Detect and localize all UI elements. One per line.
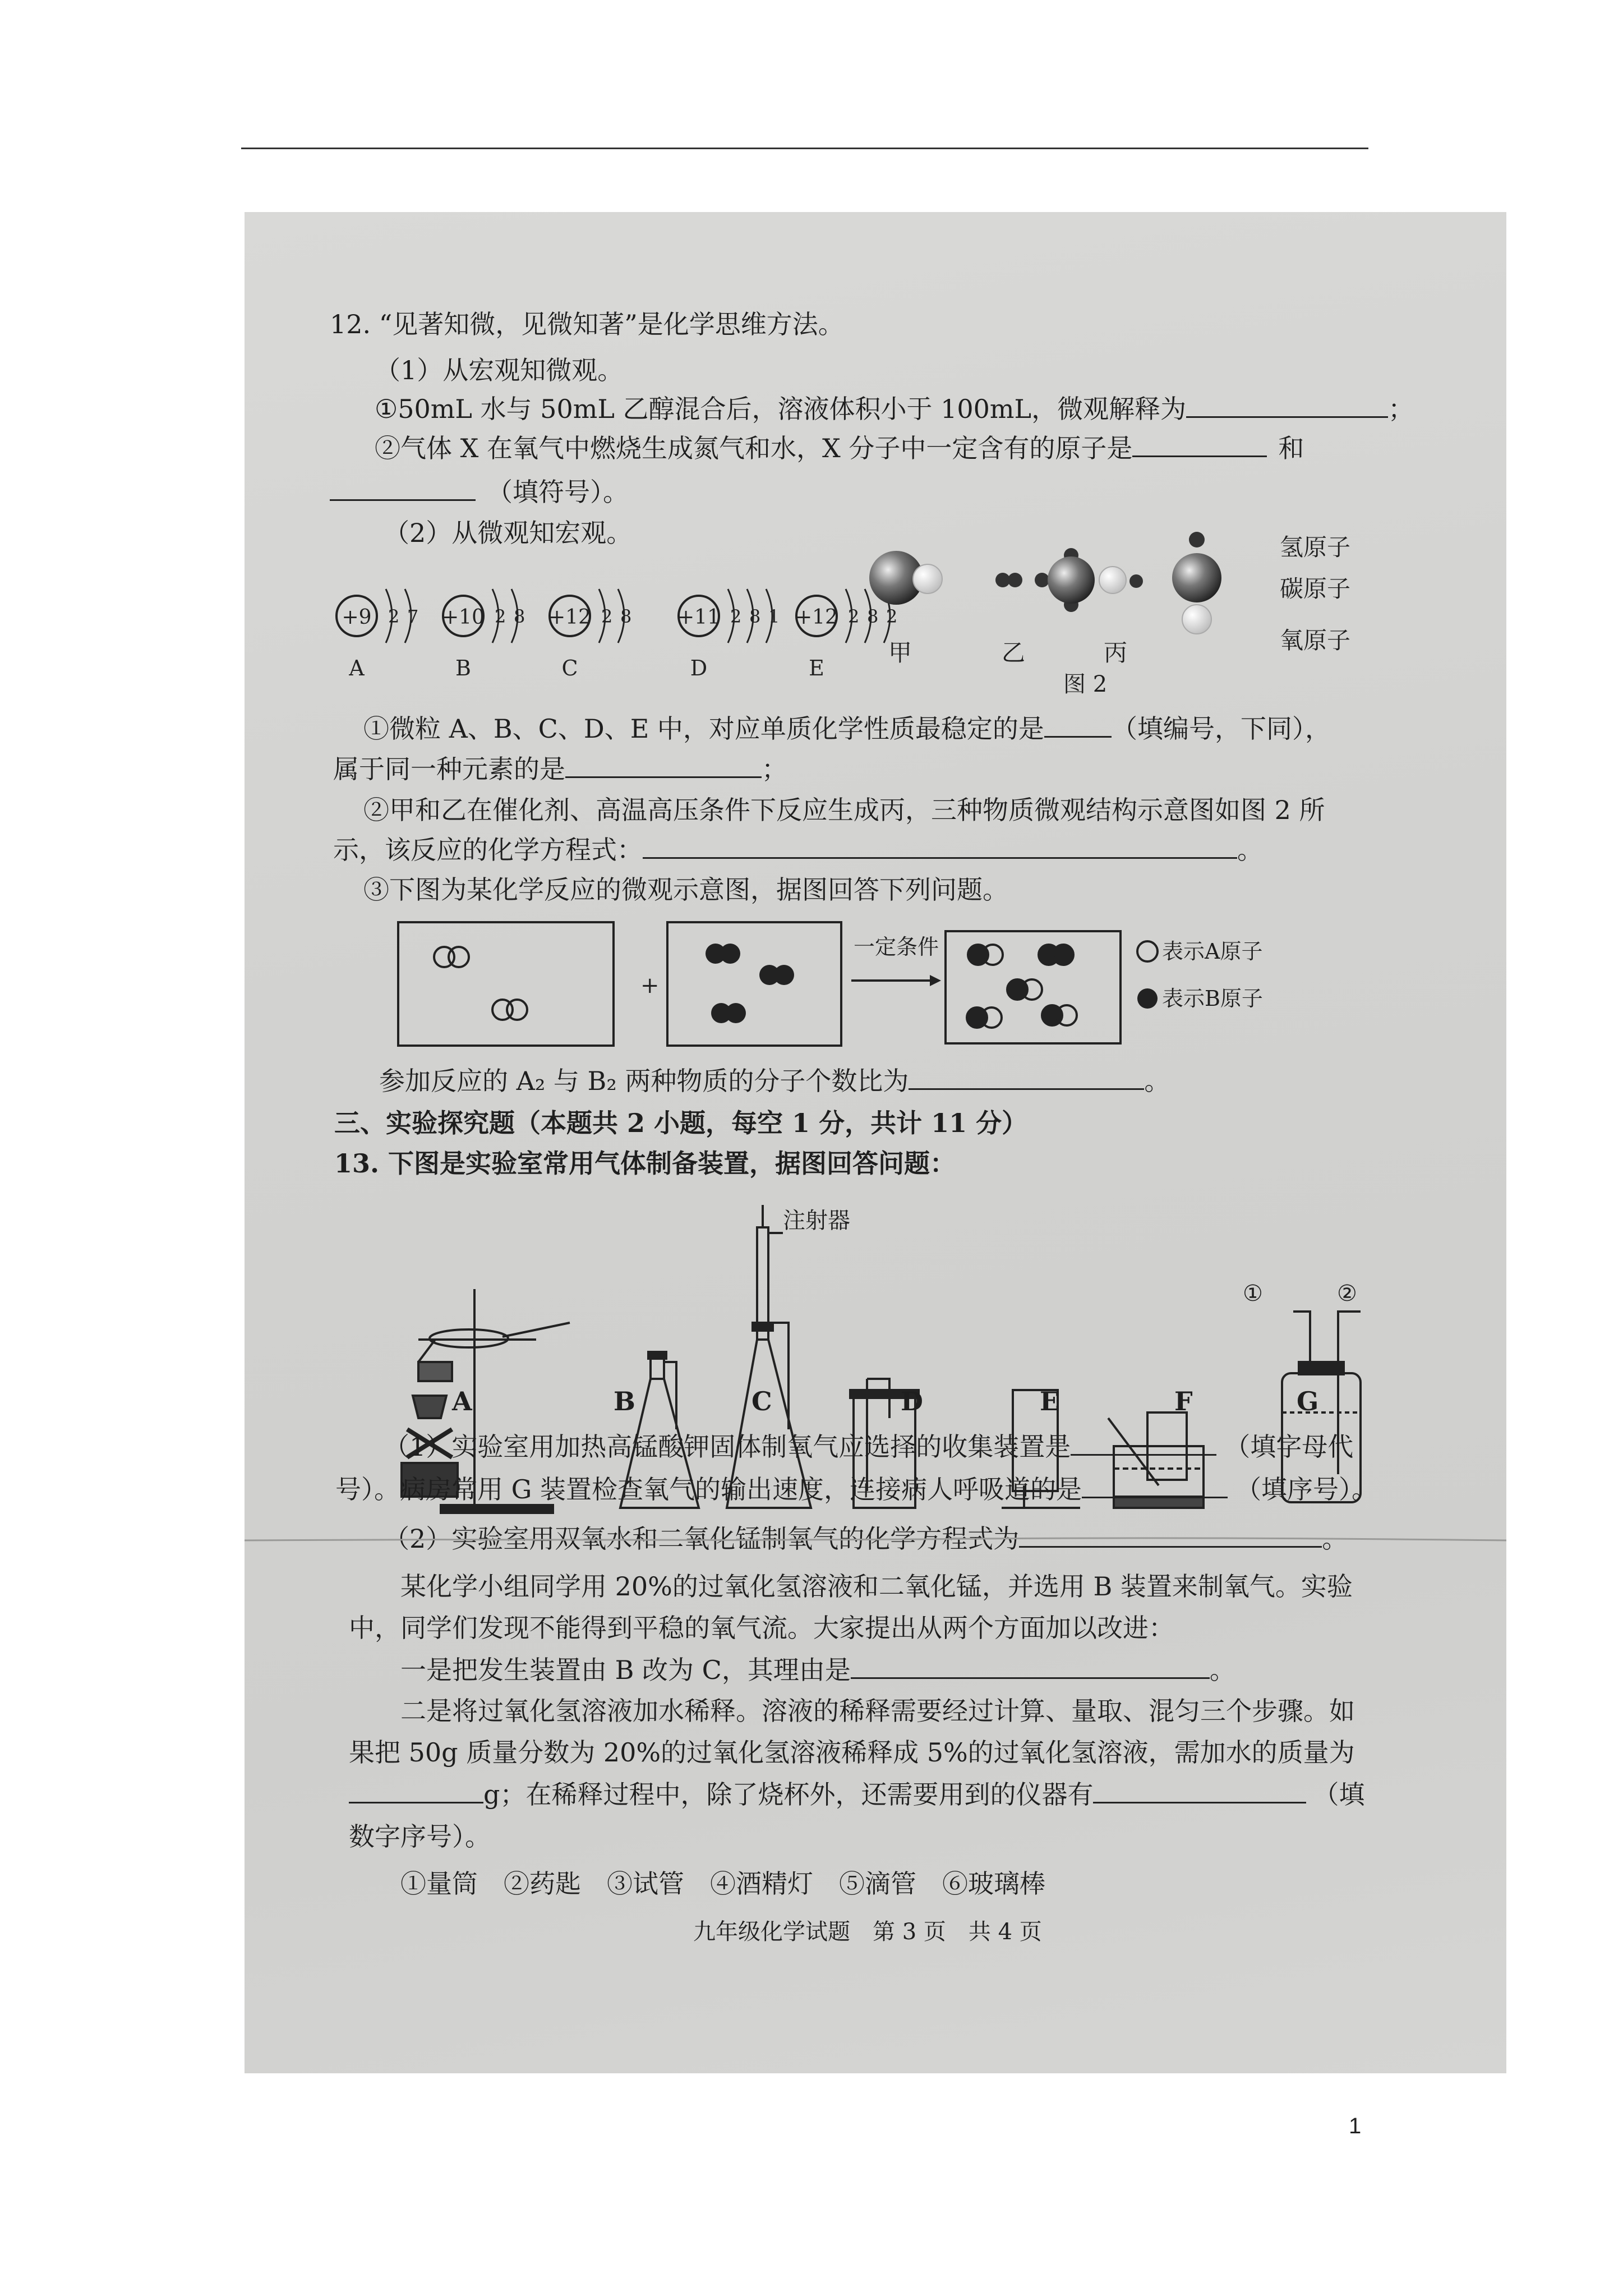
atom-diagram-d <box>677 589 780 680</box>
legend-b-atom: 表示B原子 <box>1162 986 1263 1011</box>
answer-blank <box>349 1777 483 1803</box>
q12-part2-ii2-text: 示，该反应的化学方程式： <box>333 835 643 865</box>
molecule-bing-ch3oh <box>1035 548 1143 612</box>
atom-diagram-b <box>442 589 525 680</box>
q12-part1-a-end: ； <box>1388 394 1414 424</box>
answer-blank <box>1082 1472 1228 1498</box>
q12-part2-heading: （2）从微观知宏观。 <box>384 518 633 548</box>
label-a: A <box>452 1386 472 1416</box>
atom-label: B <box>455 656 471 680</box>
label-g: G <box>1297 1386 1319 1416</box>
molecule-yi-h2 <box>995 573 1022 587</box>
label-b: B <box>614 1386 635 1416</box>
section-3-heading: 三、实验探究题（本题共 2 小题，每空 1 分，共计 11 分） <box>334 1108 1028 1138</box>
q13-part1 <box>384 1429 1353 1464</box>
q12-part2-i-text: ①微粒 A、B、C、D、E 中，对应单质化学性质最稳定的是 <box>363 714 1044 744</box>
q13-paragraph-1-cont: 中，同学们发现不能得到平稳的氧气流。大家提出从两个方面加以改进： <box>349 1613 1174 1643</box>
legend-hydrogen: 氢原子 <box>1280 533 1351 561</box>
answer-blank <box>1093 1777 1306 1803</box>
electron-count: 8 <box>514 606 525 627</box>
q12-part2-i <box>363 711 1331 746</box>
atom-label: E <box>809 656 824 680</box>
atom-diagram-c <box>548 589 631 680</box>
q13-reason-text: 一是把发生装置由 B 改为 C，其理由是 <box>400 1655 851 1685</box>
q13-part1-cont <box>335 1472 1377 1506</box>
page-footer: 九年级化学试题 第 3 页 共 4 页 <box>693 1919 1042 1945</box>
answer-blank <box>1132 431 1267 457</box>
q12-part2-i-cont <box>333 752 787 786</box>
q12-part1-b-and: 和 <box>1278 433 1304 463</box>
electron-count: 1 <box>768 606 780 627</box>
port-label-2: ② <box>1337 1281 1357 1306</box>
paper-crease <box>245 1536 1506 1543</box>
legend-oxygen: 氧原子 <box>1280 627 1351 654</box>
port-label-1: ① <box>1243 1281 1263 1306</box>
q13-part1b-text: 号）。病房常用 G 装置检查氧气的输出速度，连接病人呼吸道的是 <box>335 1474 1082 1504</box>
q13-dilution-3 <box>349 1777 1364 1811</box>
q12-part2-iii2-text: 参加反应的 A₂ 与 B₂ 两种物质的分子个数比为 <box>379 1066 909 1096</box>
legend-a-atom: 表示A原子 <box>1162 939 1263 964</box>
answer-blank <box>1019 1521 1322 1548</box>
molecule-models-figure <box>845 526 1450 689</box>
label-d: D <box>901 1386 923 1416</box>
electron-count: 8 <box>749 606 761 627</box>
q13-paragraph-1: 某化学小组同学用 20%的过氧化氢溶液和二氧化锰，并选用 B 装置来制氧气。实验 <box>400 1571 1353 1602</box>
syringe-label: 注射器 <box>783 1208 850 1234</box>
q12-part2-iii2-end: 。 <box>1144 1066 1170 1096</box>
label-f: F <box>1174 1386 1193 1416</box>
q12-part2-iii: ③下图为某化学反应的微观示意图，据图回答下列问题。 <box>363 875 1008 905</box>
q13-part1-end: （填字母代 <box>1224 1432 1354 1462</box>
q13-part1b-end: （填序号）。 <box>1235 1474 1377 1504</box>
q13-part2-text: （2）实验室用双氧水和二氧化锰制氧气的化学方程式为 <box>384 1524 1020 1554</box>
q12-part2-ii2-end: 。 <box>1237 835 1263 865</box>
q13-dilution-1: 二是将过氧化氢溶液加水稀释。溶液的稀释需要经过计算、量取、混匀三个步骤。如 <box>400 1696 1355 1726</box>
q13-instrument-options: ①量筒 ②药匙 ③试管 ④酒精灯 ⑤滴管 ⑥玻璃棒 <box>400 1869 1045 1899</box>
page-number: 1 <box>1349 2114 1362 2138</box>
q13-reason-end: 。 <box>1209 1655 1235 1685</box>
electron-count: 2 <box>601 606 613 627</box>
q12-title: 12. “见著知微，见微知著”是化学思维方法。 <box>330 309 844 339</box>
answer-blank <box>909 1064 1144 1090</box>
label-yi: 乙 <box>1002 639 1026 666</box>
electron-count: 2 <box>388 606 400 627</box>
label-e: E <box>1040 1386 1060 1416</box>
q13-title: 13. 下图是实验室常用气体制备装置，据图回答问题： <box>334 1148 956 1179</box>
atom-label: D <box>690 656 708 680</box>
q13-dilution-4: 数字序号）。 <box>349 1821 491 1852</box>
q12-part1-b-end: （填符号）。 <box>487 477 629 507</box>
answer-blank <box>1044 711 1112 738</box>
atom-label: C <box>561 656 578 680</box>
q12-part1-b <box>375 431 1304 465</box>
q12-part1-b-cont <box>330 475 629 509</box>
electron-count: 7 <box>407 606 419 627</box>
electron-count: 2 <box>495 606 506 627</box>
electron-count: 2 <box>848 606 860 627</box>
q12-part2-iii-question <box>379 1064 1170 1098</box>
q12-part2-i2-text: 属于同一种元素的是 <box>333 754 565 784</box>
nucleus-charge: +9 <box>342 606 372 629</box>
nucleus-charge: +12 <box>548 606 591 629</box>
oxygen-legend-ball <box>1182 605 1211 634</box>
q12-part1-b-text: ②气体 X 在氧气中燃烧生成氮气和水，X 分子中一定含有的原子是 <box>375 433 1133 463</box>
q12-part1-a <box>375 392 1414 426</box>
answer-blank <box>1186 392 1388 418</box>
atom-diagram-a <box>336 589 418 680</box>
molecule-jia-co <box>869 551 942 605</box>
electron-count: 8 <box>867 606 879 627</box>
q13-part2-end: 。 <box>1322 1524 1348 1554</box>
q13-dilution-2: 果把 50g 质量分数为 20%的过氧化氢溶液稀释成 5%的过氧化氢溶液，需加水的质量为 <box>349 1737 1355 1768</box>
answer-blank <box>330 475 476 501</box>
scanned-exam-page <box>245 212 1506 2073</box>
nucleus-charge: +12 <box>795 606 838 629</box>
q12-part1-heading: （1）从宏观知微观。 <box>375 355 624 385</box>
label-jia: 甲 <box>888 639 912 666</box>
q13-dilution-3-text: g；在稀释过程中，除了烧杯外，还需要用到的仪器有 <box>483 1779 1094 1810</box>
q13-reason-line <box>400 1653 1235 1687</box>
answer-blank <box>565 752 762 778</box>
q13-part1-text: （1）实验室用加热高锰酸钾固体制氧气应选择的收集装置是 <box>384 1432 1071 1462</box>
electron-count: 2 <box>730 606 742 627</box>
atom-label: A <box>349 656 365 680</box>
answer-blank <box>643 832 1237 859</box>
q13-dilution-3-end: （填 <box>1313 1779 1365 1810</box>
answer-blank <box>851 1653 1210 1679</box>
hydrogen-legend-ball <box>1189 532 1205 547</box>
electron-count: 2 <box>886 606 898 627</box>
label-bing: 丙 <box>1104 639 1128 666</box>
figure-2-label: 图 2 <box>1063 671 1108 697</box>
q12-part1-a-text: ①50mL 水与 50mL 乙醇混合后，溶液体积小于 100mL，微观解释为 <box>375 394 1187 424</box>
carbon-legend-ball <box>1172 553 1221 602</box>
reaction-condition-label: 一定条件 <box>854 935 939 959</box>
q12-part2-ii: ②甲和乙在催化剂、高温高压条件下反应生成丙，三种物质微观结构示意图如图 2 所 <box>363 795 1325 825</box>
electron-count: 8 <box>620 606 632 627</box>
answer-blank <box>1071 1429 1216 1456</box>
nucleus-charge: +10 <box>442 606 485 629</box>
legend-carbon: 碳原子 <box>1280 575 1351 602</box>
nucleus-charge: +11 <box>677 606 720 629</box>
svg-text:+: + <box>640 973 660 999</box>
q12-part2-i2-end: ； <box>762 754 787 784</box>
label-c: C <box>751 1386 772 1416</box>
q12-part2-ii-cont <box>333 832 1263 867</box>
q12-part2-i-end: （填编号，下同）， <box>1111 714 1331 744</box>
header-rule <box>241 148 1368 149</box>
